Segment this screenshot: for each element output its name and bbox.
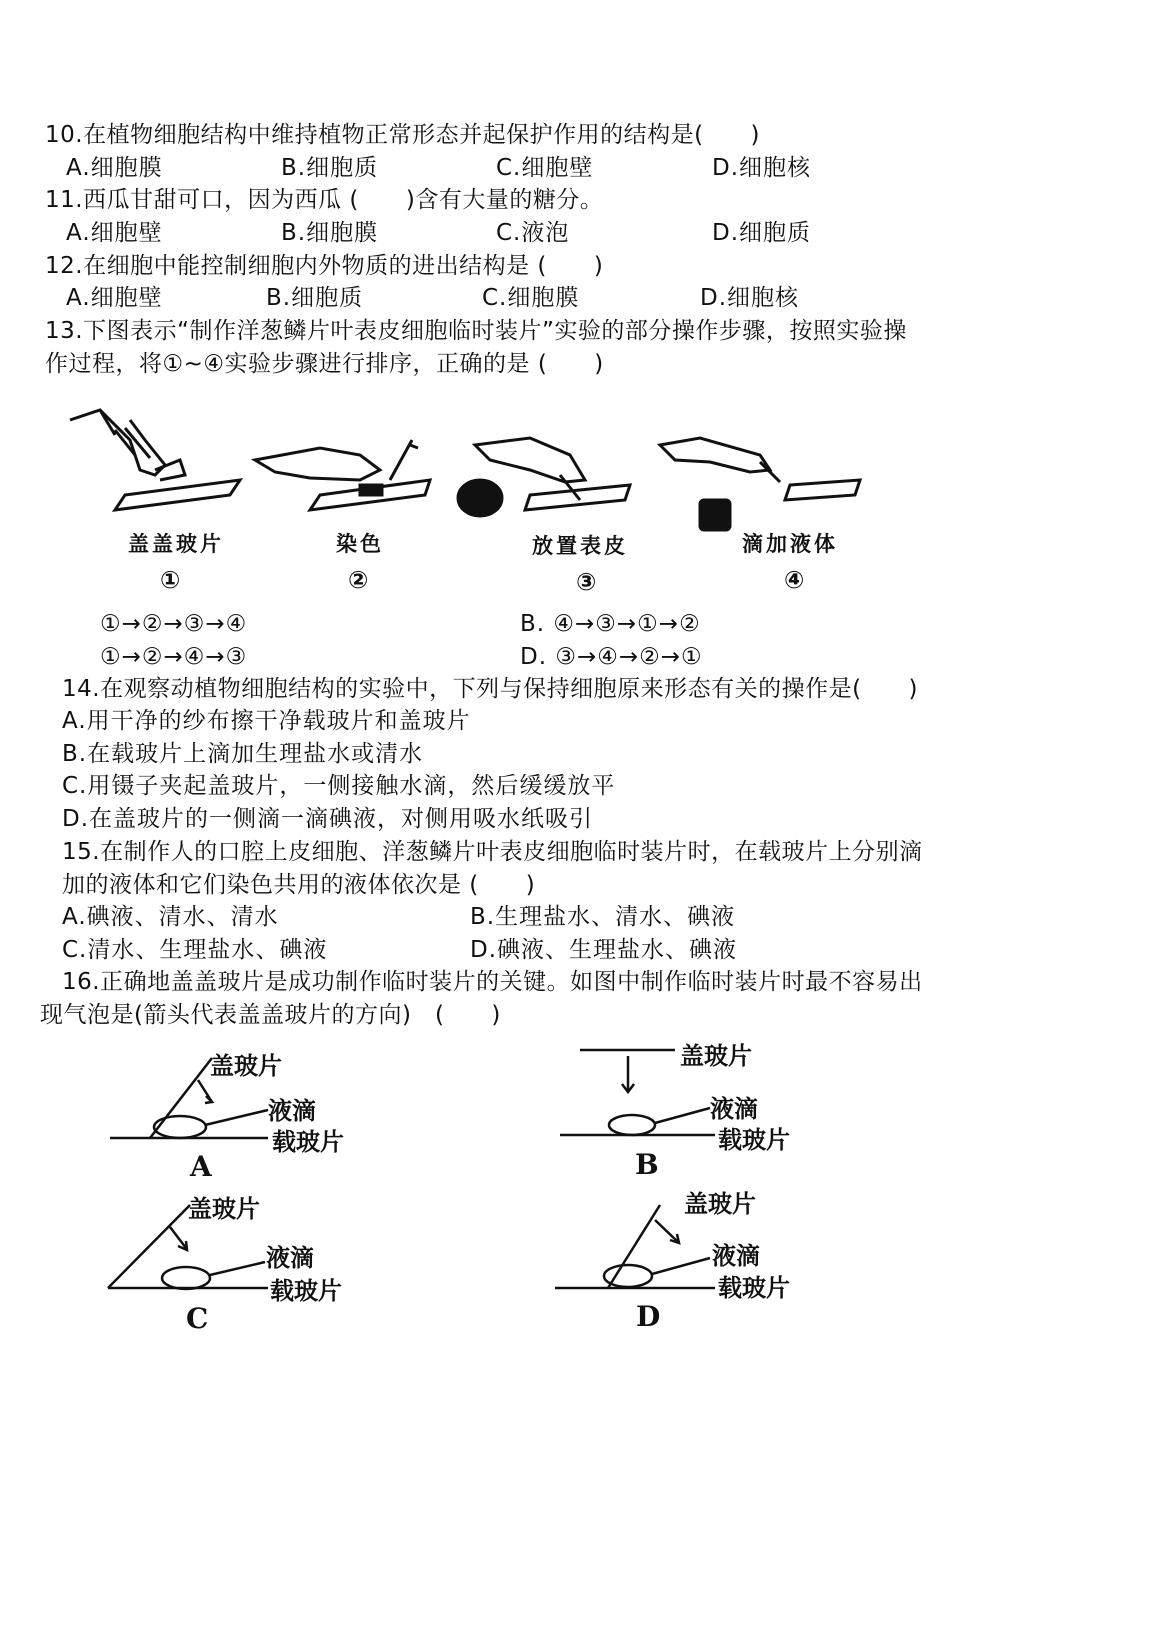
q13-option-d: D. ③→④→②→① xyxy=(520,644,703,670)
q13-caption-4: 滴加液体 xyxy=(742,531,838,556)
q15-option-b: B.生理盐水、清水、碘液 xyxy=(470,904,736,930)
diagram-a-letter: A xyxy=(190,1150,212,1183)
q11-option-b: B.细胞膜 xyxy=(281,220,379,246)
q12-option-b: B.细胞质 xyxy=(266,285,364,311)
step2-staining-illustration xyxy=(255,440,430,510)
q16-stem-line2: 现气泡是(箭头代表盖盖玻片的方向) ( ) xyxy=(40,1002,501,1028)
q12-option-d: D.细胞核 xyxy=(700,285,800,311)
q15-option-d: D.碘液、生理盐水、碘液 xyxy=(470,937,738,963)
step3-placing-peel-illustration xyxy=(458,438,630,516)
q16-diagrams xyxy=(0,1030,1156,1350)
q10-option-d: D.细胞核 xyxy=(712,155,812,181)
diagram-b-cover-label: 盖玻片 xyxy=(680,1041,752,1070)
q13-step-number-2: ② xyxy=(348,566,369,594)
step4-add-liquid-illustration xyxy=(660,438,860,530)
q11-option-d: D.细胞质 xyxy=(712,220,812,246)
diagram-c-drop-label: 液滴 xyxy=(266,1243,314,1272)
diagram-a-cover-label: 盖玻片 xyxy=(210,1051,282,1080)
diagram-c-slide-label: 载玻片 xyxy=(270,1276,342,1305)
q13-option-a: ①→②→③→④ xyxy=(100,611,248,637)
q10-option-c: C.细胞壁 xyxy=(496,155,594,181)
q14-option-d: D.在盖玻片的一侧滴一滴碘液，对侧用吸水纸吸引 xyxy=(62,806,594,832)
q15-option-c: C.清水、生理盐水、碘液 xyxy=(62,937,328,963)
q13-step-number-4: ④ xyxy=(784,566,805,594)
q13-step-number-3: ③ xyxy=(576,568,597,596)
q12-option-a: A.细胞壁 xyxy=(66,285,163,311)
diagram-c-cover-label: 盖玻片 xyxy=(188,1194,260,1223)
q12-option-c: C.细胞膜 xyxy=(482,285,580,311)
q13-caption-2: 染色 xyxy=(336,531,384,556)
q11-stem: 11.西瓜甘甜可口，因为西瓜 ( )含有大量的糖分。 xyxy=(45,187,604,213)
step1-cover-glass-illustration xyxy=(70,410,240,510)
diagram-d-cover-label: 盖玻片 xyxy=(684,1189,756,1218)
q14-option-a: A.用干净的纱布擦干净载玻片和盖玻片 xyxy=(62,708,471,734)
q13-caption-3: 放置表皮 xyxy=(532,533,628,558)
q13-caption-1: 盖盖玻片 xyxy=(128,531,224,556)
q15-stem-line1: 15.在制作人的口腔上皮细胞、洋葱鳞片叶表皮细胞临时装片时，在载玻片上分别滴 xyxy=(62,839,923,865)
q14-option-b: B.在载玻片上滴加生理盐水或清水 xyxy=(62,741,424,767)
diagram-b-drop-label: 液滴 xyxy=(710,1094,758,1123)
q13-step-illustrations xyxy=(60,400,880,540)
q11-option-c: C.液泡 xyxy=(496,220,570,246)
diagram-b-letter: B xyxy=(635,1148,659,1181)
q10-option-a: A.细胞膜 xyxy=(66,155,163,181)
q13-stem-line1: 13.下图表示“制作洋葱鳞片叶表皮细胞临时装片”实验的部分操作步骤，按照实验操 xyxy=(45,318,907,344)
diagram-a-slide-label: 载玻片 xyxy=(272,1127,344,1156)
q10-option-b: B.细胞质 xyxy=(281,155,379,181)
q10-stem: 10.在植物细胞结构中维持植物正常形态并起保护作用的结构是( ) xyxy=(45,122,761,148)
q14-option-c: C.用镊子夹起盖玻片，一侧接触水滴，然后缓缓放平 xyxy=(62,773,616,799)
diagram-b-slide-label: 载玻片 xyxy=(718,1125,790,1154)
q16-stem-line1: 16.正确地盖盖玻片是成功制作临时装片的关键。如图中制作临时装片时最不容易出 xyxy=(62,969,923,995)
diagram-a-drop-label: 液滴 xyxy=(268,1096,316,1125)
diagram-c-letter: C xyxy=(186,1302,209,1335)
q12-stem: 12.在细胞中能控制细胞内外物质的进出结构是 ( ) xyxy=(45,253,604,279)
diagram-d-letter: D xyxy=(636,1300,661,1333)
q13-stem-line2: 作过程，将①~④实验步骤进行排序，正确的是 ( ) xyxy=(45,351,604,377)
q13-option-b: B. ④→③→①→② xyxy=(520,611,701,637)
q13-step-number-1: ① xyxy=(160,566,181,594)
diagram-d-slide-label: 载玻片 xyxy=(718,1273,790,1302)
q15-stem-line2: 加的液体和它们染色共用的液体依次是 ( ) xyxy=(62,872,536,898)
q11-option-a: A.细胞壁 xyxy=(66,220,163,246)
diagram-d-drop-label: 液滴 xyxy=(712,1241,760,1270)
q13-option-c: ①→②→④→③ xyxy=(100,644,248,670)
q14-stem: 14.在观察动植物细胞结构的实验中，下列与保持细胞原来形态有关的操作是( ) xyxy=(62,676,919,702)
q15-option-a: A.碘液、清水、清水 xyxy=(62,904,279,930)
